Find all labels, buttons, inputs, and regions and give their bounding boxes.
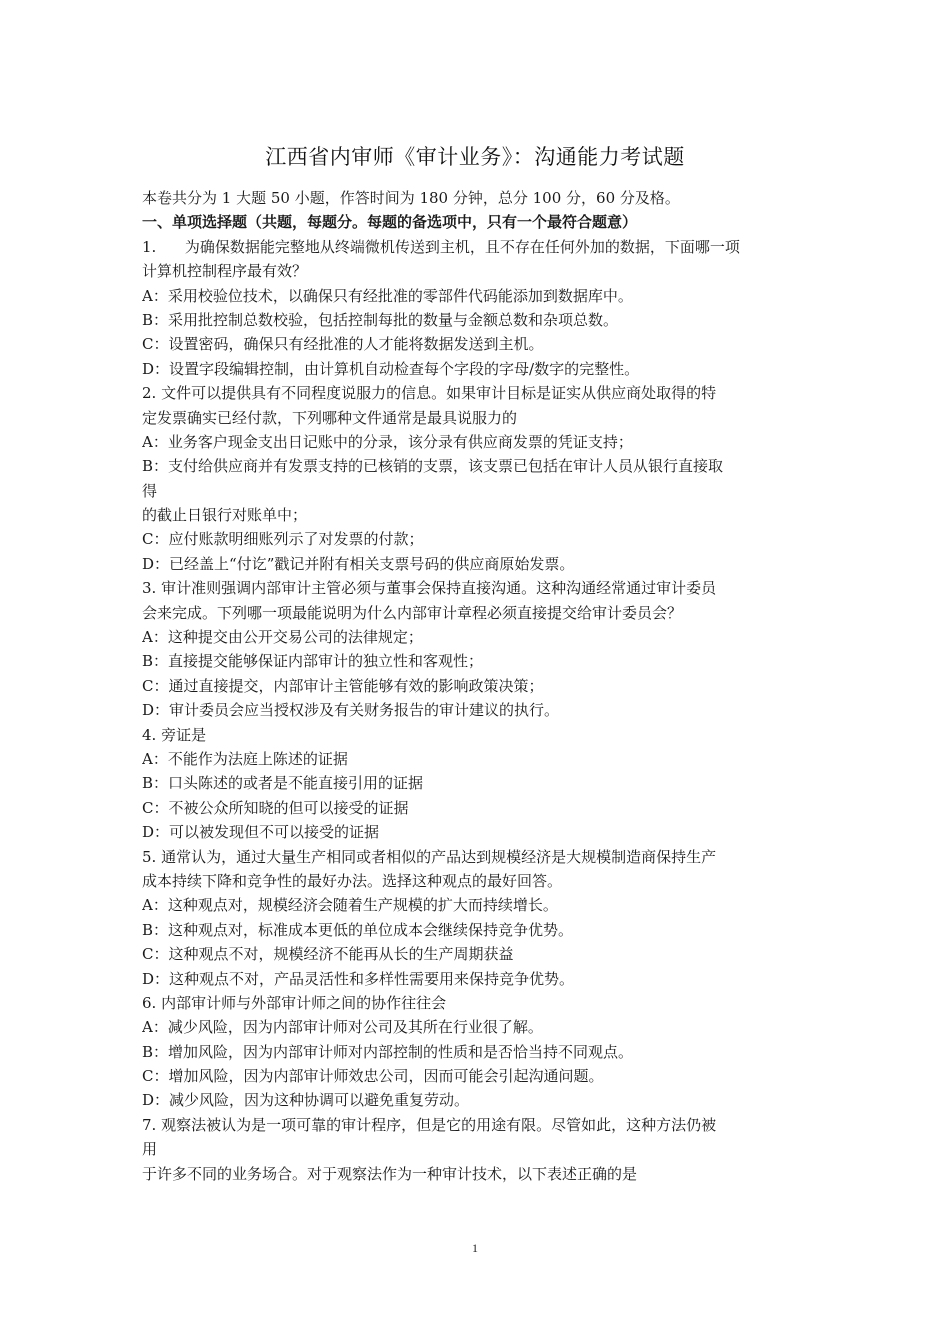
- text-line: C：不被公众所知晓的但可以接受的证据: [142, 798, 409, 817]
- text-line: A：采用校验位技术，以确保只有经批准的零部件代码能添加到数据库中。: [142, 286, 633, 305]
- text-line: 2. 文件可以提供具有不同程度说服力的信息。如果审计目标是证实从供应商处取得的特: [142, 384, 717, 403]
- text-line: A：减少风险，因为内部审计师对公司及其所在行业很了解。: [142, 1018, 543, 1037]
- text-line: A：业务客户现金支出日记账中的分录，该分录有供应商发票的凭证支持；: [142, 432, 633, 451]
- text-line: B：口头陈述的或者是不能直接引用的证据: [142, 774, 424, 793]
- document-title: 江西省内审师《审计业务》：沟通能力考试题: [265, 145, 685, 169]
- text-line: 于许多不同的业务场合。对于观察法作为一种审计技术，以下表述正确的是: [142, 1164, 638, 1183]
- text-line: 5. 通常认为，通过大量生产相同或者相似的产品达到规模经济是大规模制造商保持生产: [142, 847, 717, 866]
- text-line: A：这种观点对，规模经济会随着生产规模的扩大而持续增长。: [142, 896, 558, 915]
- text-line: B：这种观点对，标准成本更低的单位成本会继续保持竞争优势。: [142, 920, 574, 939]
- text-line: A：不能作为法庭上陈述的证据: [142, 749, 348, 768]
- text-line: 4. 旁证是: [142, 725, 207, 744]
- text-line: D：已经盖上“付讫”戳记并附有相关支票号码的供应商原始发票。: [142, 554, 575, 573]
- text-line: 3. 审计准则强调内部审计主管必须与董事会保持直接沟通。这种沟通经常通过审计委员: [142, 579, 717, 598]
- text-line: B：支付给供应商并有发票支持的已核销的支票，该支票已包括在审计人员从银行直接取: [142, 457, 724, 476]
- text-line: 1. 为确保数据能完整地从终端微机传送到主机，且不存在任何外加的数据，下面哪一项: [142, 237, 740, 256]
- text-line: C：增加风险，因为内部审计师效忠公司，因而可能会引起沟通问题。: [142, 1067, 604, 1086]
- text-line: 会来完成。下列哪一项最能说明为什么内部审计章程必须直接提交给审计委员会？: [142, 603, 683, 622]
- text-line: 计算机控制程序最有效？: [142, 262, 308, 281]
- text-line: 定发票确实已经付款，下列哪种文件通常是最具说服力的: [142, 408, 518, 427]
- text-line: B：增加风险，因为内部审计师对内部控制的性质和是否恰当持不同观点。: [142, 1042, 634, 1061]
- text-line: 6. 内部审计师与外部审计师之间的协作往往会: [142, 993, 447, 1012]
- text-line: D：这种观点不对，产品灵活性和多样性需要用来保持竞争优势。: [142, 969, 575, 988]
- page-number: 1: [472, 1241, 478, 1255]
- text-line: 用: [142, 1140, 158, 1159]
- text-line: D：审计委员会应当授权涉及有关财务报告的审计建议的执行。: [142, 701, 560, 720]
- text-line: 得: [142, 481, 158, 500]
- intro-text: 本卷共分为 1 大题 50 小题，作答时间为 180 分钟，总分 100 分，60 分及格。: [142, 189, 680, 207]
- text-line: A：这种提交由公开交易公司的法律规定；: [142, 628, 423, 647]
- text-line: C：应付账款明细账列示了对发票的付款；: [142, 530, 424, 549]
- section-heading: 一、单项选择题（共题，每题分。每题的备选项中，只有一个最符合题意）: [142, 213, 638, 232]
- text-line: B：直接提交能够保证内部审计的独立性和客观性；: [142, 652, 484, 671]
- text-line: B：采用批控制总数校验，包括控制每批的数量与金额总数和杂项总数。: [142, 310, 619, 329]
- question-lines: [142, 235, 812, 1186]
- text-line: C：通过直接提交，内部审计主管能够有效的影响政策决策；: [142, 676, 544, 695]
- text-line: D：可以被发现但不可以接受的证据: [142, 823, 380, 842]
- text-line: C：这种观点不对，规模经济不能再从长的生产周期获益: [142, 945, 514, 964]
- text-line: 成本持续下降和竞争性的最好办法。选择这种观点的最好回答。: [142, 871, 563, 890]
- document-body: [142, 186, 812, 1186]
- text-line: 7. 观察法被认为是一项可靠的审计程序，但是它的用途有限。尽管如此，这种方法仍被: [142, 1115, 717, 1134]
- text-line: C：设置密码，确保只有经批准的人才能将数据发送到主机。: [142, 335, 544, 354]
- text-line: D：减少风险，因为这种协调可以避免重复劳动。: [142, 1091, 470, 1110]
- text-line: D：设置字段编辑控制，由计算机自动检查每个字段的字母/数字的完整性。: [142, 359, 640, 378]
- text-line: 的截止日银行对账单中；: [142, 506, 308, 525]
